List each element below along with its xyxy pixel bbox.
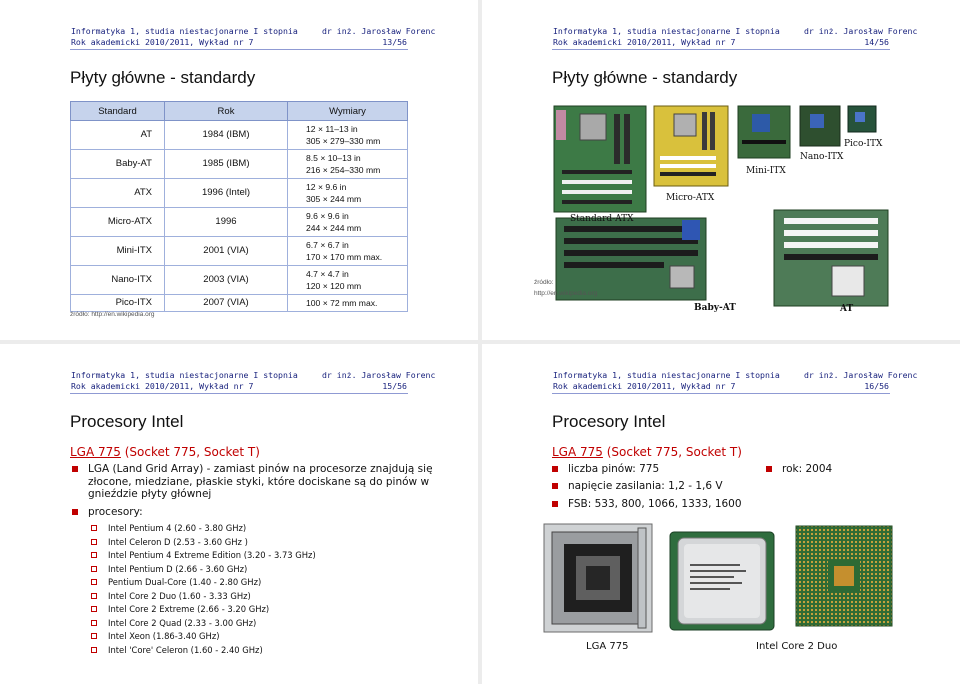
cell-dimensions: 100 × 72 mm max. [288, 295, 408, 312]
slide-title: Płyty główne - standardy [552, 68, 738, 87]
cell-year: 1996 [165, 208, 288, 237]
lecture-info: Rok akademicki 2010/2011, Wykład nr 7 [553, 37, 736, 47]
table-row [71, 179, 408, 208]
table-row [71, 237, 408, 266]
subtitle-rest: (Socket 775, Socket T) [602, 445, 742, 459]
cpu-contacts-photo [794, 524, 894, 628]
author: dr inż. Jarosław Forenc [322, 26, 436, 36]
slide-subtitle [70, 445, 260, 459]
dim-mm: 120 × 120 mm [306, 281, 362, 291]
cell-standard: AT [71, 121, 165, 150]
list-item [108, 550, 316, 560]
header-rule [70, 393, 408, 394]
hollow-bullet-icon [91, 620, 97, 626]
hollow-bullet-icon [91, 579, 97, 585]
list-item [108, 564, 247, 574]
dim-inches: 12 × 9.6 in [306, 182, 347, 192]
lecture-info: Rok akademicki 2010/2011, Wykład nr 7 [71, 37, 254, 47]
bullet-square-icon [552, 501, 558, 507]
label-mini-itx: Mini-ITX [746, 166, 786, 176]
bullet-text: liczba pinów: 775 [568, 463, 660, 475]
hollow-bullet-icon [91, 647, 97, 653]
lga775-link[interactable]: LGA 775 [552, 445, 603, 459]
hollow-bullet-icon [91, 525, 97, 531]
table-row [71, 295, 408, 312]
dim-mm: 216 × 254–330 mm [306, 165, 381, 175]
slide-15 [0, 344, 478, 684]
hollow-bullet-icon [91, 566, 97, 572]
processor-name: Intel Pentium 4 (2.60 - 3.80 GHz) [108, 523, 247, 533]
dim-inches: 8.5 × 10–13 in [306, 153, 361, 163]
page-number: 16/56 [864, 381, 889, 391]
lga775-link[interactable]: LGA 775 [70, 445, 121, 459]
bullet-square-icon [72, 466, 78, 472]
cell-standard: Pico-ITX [71, 295, 165, 312]
bullet-text: LGA (Land Grid Array) - zamiast pinów na procesorze znajdują się złocone, miedziane, płaskie styki, które dociskane są do pinów w gnieździe płyty głównej [88, 463, 433, 500]
bullet-square-icon [552, 483, 558, 489]
header-rule [70, 49, 408, 50]
label-standard-atx: Standard-ATX [570, 214, 634, 224]
slide-title: Płyty główne - standardy [70, 68, 256, 87]
slide-header [482, 370, 960, 398]
bullet-year [782, 463, 832, 476]
slide-header [0, 26, 478, 54]
slide-title: Procesory Intel [70, 412, 184, 431]
header-standard: Standard [71, 102, 165, 121]
list-item [108, 631, 220, 641]
cell-standard: ATX [71, 179, 165, 208]
cell-standard: Baby-AT [71, 150, 165, 179]
list-item [108, 537, 248, 547]
bullet-text: FSB: 533, 800, 1066, 1333, 1600 [568, 498, 742, 510]
list-item [108, 577, 261, 587]
processor-name: Intel Xeon (1.86-3.40 GHz) [108, 631, 220, 641]
cell-year: 1985 (IBM) [165, 150, 288, 179]
lecture-info: Rok akademicki 2010/2011, Wykład nr 7 [553, 381, 736, 391]
cell-standard: Nano-ITX [71, 266, 165, 295]
processor-name: Intel Core 2 Extreme (2.66 - 3.20 GHz) [108, 604, 270, 614]
header-rule [552, 49, 890, 50]
source-note: źródło: http://en.wikipedia.org [70, 311, 155, 318]
course-name: Informatyka 1, studia niestacjonarne I stopnia [553, 370, 780, 380]
source-label: źródło: [534, 279, 554, 286]
dim-inches: 6.7 × 6.7 in [306, 240, 349, 250]
header-rule [552, 393, 890, 394]
slide-14 [482, 0, 960, 340]
label-at: AT [840, 304, 854, 314]
cell-year: 2007 (VIA) [165, 295, 288, 312]
label-baby-at: Baby-AT [694, 303, 736, 313]
bullet-text: rok: 2004 [782, 463, 833, 475]
cell-dimensions [288, 121, 408, 150]
processor-name: Intel 'Core' Celeron (1.60 - 2.40 GHz) [108, 644, 263, 655]
cell-dimensions [288, 208, 408, 237]
list-item [108, 604, 269, 614]
bullet-lga [88, 463, 438, 501]
processor-name: Intel Pentium D (2.66 - 3.60 GHz) [108, 563, 248, 574]
motherboard-standards-table [70, 101, 408, 312]
header-dimensions: Wymiary [288, 102, 408, 121]
bullet-fsb [568, 498, 742, 511]
table-row [71, 121, 408, 150]
dim-mm: 170 × 170 mm max. [306, 252, 383, 262]
page-number: 13/56 [382, 37, 407, 47]
bullet-voltage [568, 480, 723, 493]
dim-inches: 4.7 × 4.7 in [306, 269, 349, 279]
author: dr inż. Jarosław Forenc [804, 26, 918, 36]
hollow-bullet-icon [91, 606, 97, 612]
caption-cpu: Intel Core 2 Duo [756, 641, 838, 652]
table-row [71, 208, 408, 237]
table-header-row [71, 102, 408, 121]
table-row [71, 266, 408, 295]
cell-year: 1984 (IBM) [165, 121, 288, 150]
dim-mm: 305 × 279–330 mm [306, 136, 381, 146]
dim-inches: 9.6 × 9.6 in [306, 211, 349, 221]
bullet-square-icon [766, 466, 772, 472]
bullet-text: napięcie zasilania: 1,2 - 1,6 V [568, 480, 723, 492]
motherboard-comparison-photo [552, 100, 892, 320]
slide-header [0, 370, 478, 398]
author: dr inż. Jarosław Forenc [804, 370, 918, 380]
slide-13 [0, 0, 478, 340]
cell-dimensions [288, 150, 408, 179]
cell-standard: Mini-ITX [71, 237, 165, 266]
hollow-bullet-icon [91, 633, 97, 639]
lecture-info: Rok akademicki 2010/2011, Wykład nr 7 [71, 381, 254, 391]
list-item [108, 523, 246, 533]
label-nano-itx: Nano-ITX [800, 152, 844, 162]
bullet-text: procesory: [88, 506, 143, 518]
cell-year: 2001 (VIA) [165, 237, 288, 266]
course-name: Informatyka 1, studia niestacjonarne I stopnia [71, 26, 298, 36]
page-number: 14/56 [864, 37, 889, 47]
page-number: 15/56 [382, 381, 407, 391]
label-pico-itx: Pico-ITX [844, 139, 883, 149]
processor-name: Intel Pentium 4 Extreme Edition (3.20 - 3.73 GHz) [108, 550, 316, 560]
author: dr inż. Jarosław Forenc [322, 370, 436, 380]
bullet-square-icon [72, 509, 78, 515]
course-name: Informatyka 1, studia niestacjonarne I stopnia [553, 26, 780, 36]
table-row [71, 150, 408, 179]
processor-name: Intel Core 2 Quad (2.33 - 3.00 GHz) [108, 617, 257, 628]
hollow-bullet-icon [91, 539, 97, 545]
cell-standard: Micro-ATX [71, 208, 165, 237]
dim-mm: 305 × 244 mm [306, 194, 362, 204]
processor-name: Intel Core 2 Duo (1.60 - 3.33 GHz) [108, 590, 251, 601]
dim-mm: 244 × 244 mm [306, 223, 362, 233]
list-item [108, 591, 251, 601]
intel-core2duo-photo [668, 530, 776, 632]
cell-dimensions [288, 179, 408, 208]
cell-dimensions [288, 266, 408, 295]
dim-inches: 12 × 11–13 in [306, 124, 358, 134]
slide-16 [482, 344, 960, 684]
slide-subtitle [552, 445, 742, 459]
bullet-pins [568, 463, 659, 476]
slide-title: Procesory Intel [552, 412, 666, 431]
course-name: Informatyka 1, studia niestacjonarne I stopnia [71, 370, 298, 380]
hollow-bullet-icon [91, 593, 97, 599]
cell-dimensions [288, 237, 408, 266]
lga775-socket-photo [542, 522, 654, 634]
processor-name: Intel Celeron D (2.53 - 3.60 GHz ) [108, 536, 248, 547]
label-micro-atx: Micro-ATX [666, 193, 715, 203]
hollow-bullet-icon [91, 552, 97, 558]
processor-name: Pentium Dual-Core (1.40 - 2.80 GHz) [108, 577, 262, 587]
list-item [108, 645, 263, 655]
slide-header [482, 26, 960, 54]
header-year: Rok [165, 102, 288, 121]
list-item [108, 618, 256, 628]
cell-year: 2003 (VIA) [165, 266, 288, 295]
subtitle-rest: (Socket 775, Socket T) [120, 445, 260, 459]
bullet-square-icon [552, 466, 558, 472]
cell-year: 1996 (Intel) [165, 179, 288, 208]
source-url: http://en.wikipedia.org [534, 290, 598, 297]
caption-socket: LGA 775 [586, 641, 629, 652]
bullet-processors [88, 506, 143, 519]
